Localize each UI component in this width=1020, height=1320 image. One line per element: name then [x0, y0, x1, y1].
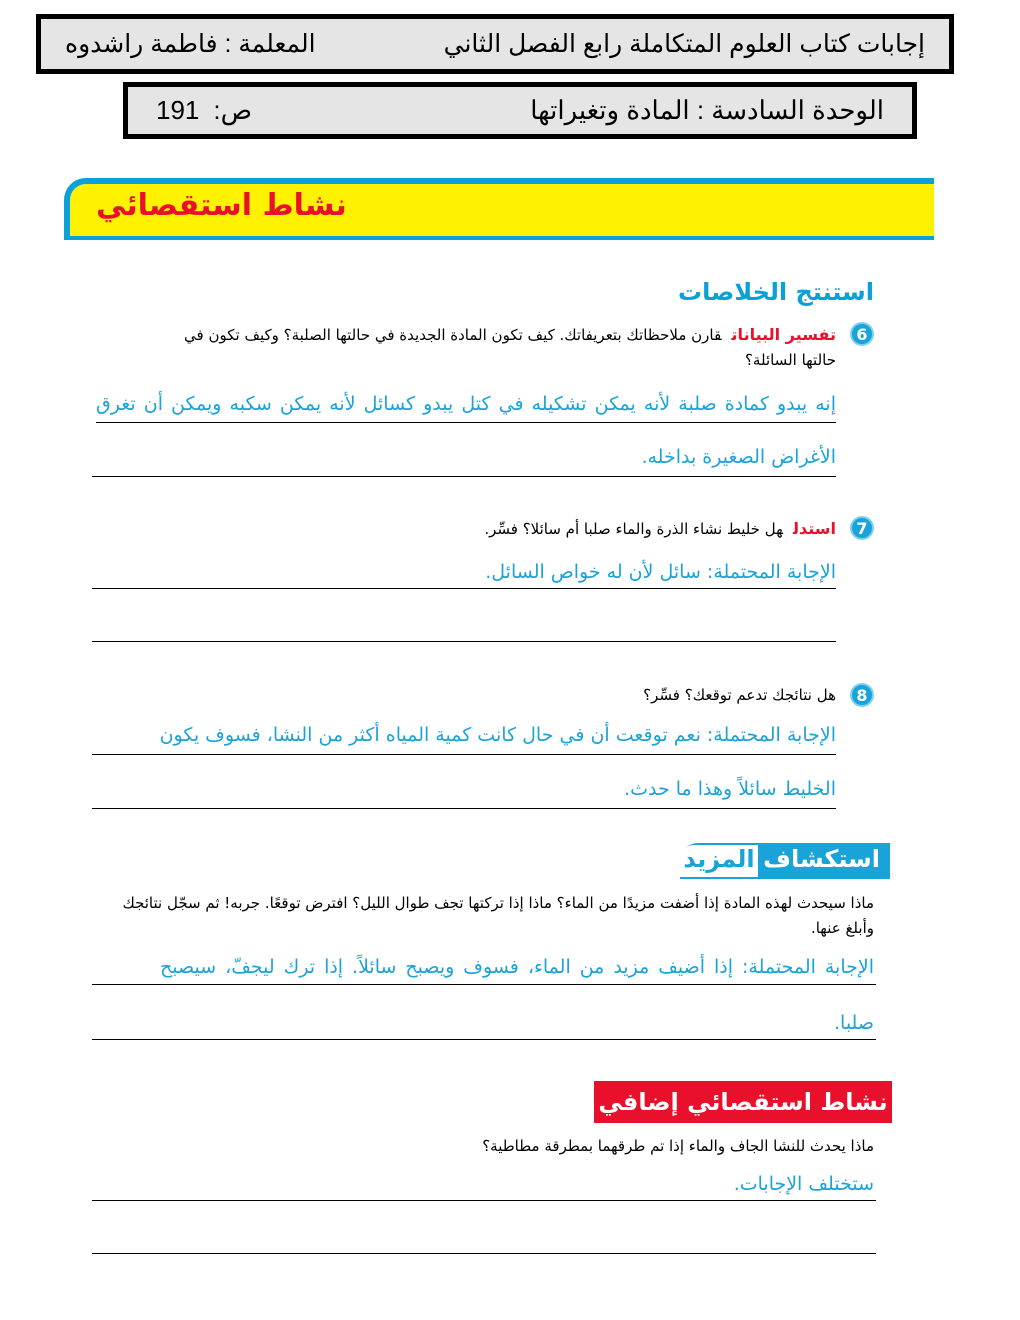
question-8-text: هل نتائجك تدعم توقعك؟ فسِّر؟ [643, 686, 836, 704]
page-number: 191 [156, 95, 200, 125]
answer-8-line-2: الخليط سائلاً وهذا ما حدث. [624, 778, 836, 800]
answer-line [92, 588, 836, 589]
question-number-6: 6 [850, 322, 874, 346]
question-7-keyword: استدل [793, 519, 836, 538]
explore-more-heading-part1: استكشاف [763, 845, 880, 873]
answer-line [92, 984, 876, 985]
answer-line [92, 1200, 876, 1201]
answer-6-line-2: الأغراض الصغيرة بداخله. [641, 446, 836, 468]
unit-title: الوحدة السادسة : المادة وتغيراتها [530, 95, 884, 125]
subheader-box [123, 82, 917, 139]
extra-activity-heading [594, 1081, 892, 1123]
answer-line [92, 1253, 876, 1254]
explore-more-answer-line-2: صلبا. [834, 1012, 874, 1034]
question-8 [150, 683, 836, 708]
answer-7: الإجابة المحتملة: سائل لأن له خواص السائل. [485, 561, 836, 583]
question-6-text: قارن ملاحظاتك بتعريفاتك. كيف تكون المادة الجديدة في حالتها الصلبة؟ وكيف تكون في حالتها السائلة؟ [184, 326, 836, 369]
section-heading-conclusions: استنتج الخلاصات [678, 278, 874, 306]
answer-6-line-1: إنه يبدو كمادة صلبة لأنه يمكن تشكيله في كتل يبدو كسائل لأنه يمكن سكبه ويمكن أن تغرق [96, 393, 836, 415]
page-label: ص: [213, 95, 253, 125]
answer-line [96, 422, 836, 423]
question-7 [150, 516, 836, 542]
answer-8-line-1: الإجابة المحتملة: نعم توقعت أن في حال كانت كمية المياه أكثر من النشا، فسوف يكون [159, 724, 836, 746]
answer-line [92, 641, 836, 642]
header-teacher: المعلمة : فاطمة راشدوه [65, 30, 316, 58]
explore-more-heading-part2: المزيد [680, 845, 758, 877]
extra-activity-answer: ستختلف الإجابات. [733, 1173, 874, 1195]
banner-title: نشاط استقصائي [96, 188, 347, 223]
extra-activity-text: ماذا يحدث للنشا الجاف والماء إذا تم طرقهما بمطرقة مطاطية؟ [482, 1137, 874, 1155]
question-number-7: 7 [850, 516, 874, 540]
question-number-8: 8 [850, 683, 874, 707]
answer-line [92, 808, 836, 809]
answer-line [92, 754, 836, 755]
header-title: إجابات كتاب العلوم المتكاملة رابع الفصل الثاني [443, 30, 925, 58]
question-7-text: هل خليط نشاء الذرة والماء صلبا أم سائلا؟ فسِّر. [484, 520, 783, 538]
answer-line [92, 1039, 876, 1040]
question-6-keyword: تفسير البيانات [731, 325, 836, 344]
header-box [36, 14, 954, 74]
extra-activity-title: نشاط استقصائي إضافي [598, 1088, 888, 1116]
explore-more-text: ماذا سيحدث لهذه المادة إذا أضفت مزيدًا من الماء؟ ماذا إذا تركتها تجف طوال الليل؟ افترض توقعًا. جربه! ثم سجّل نتائجك وأبلغ عنها. [122, 894, 874, 937]
explore-more-answer-line-1: الإجابة المحتملة: إذا أضيف مزيد من الماء، فسوف ويصبح سائلاً. إذا ترك ليجفّ، سيصبح [160, 956, 874, 978]
explore-more-heading [680, 843, 890, 879]
activity-banner [64, 178, 934, 240]
page-indicator [156, 95, 252, 126]
question-6 [150, 322, 836, 373]
answer-line [92, 476, 836, 477]
